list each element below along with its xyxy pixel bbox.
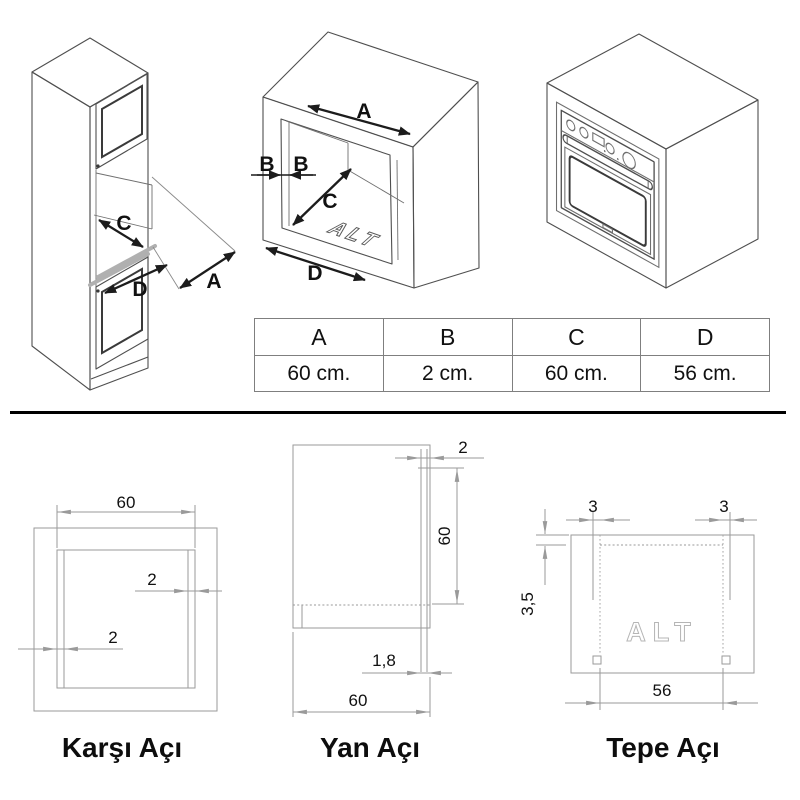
table-header-b: B bbox=[383, 319, 512, 356]
cabinet-label-c: C bbox=[116, 212, 132, 235]
top-view-title: Tepe Açı bbox=[606, 732, 720, 763]
table-header-c: C bbox=[512, 319, 641, 356]
front-view-drawing bbox=[18, 493, 222, 763]
oven-handle bbox=[563, 134, 652, 191]
cabinet-label-d: D bbox=[132, 278, 148, 301]
top-view-drawing bbox=[518, 497, 758, 763]
top-dim-front-gap: 3,5 bbox=[518, 592, 537, 616]
iso-cabinet-drawing bbox=[32, 38, 235, 390]
dimension-table bbox=[254, 318, 770, 392]
oven-display bbox=[593, 133, 604, 147]
table-header-a: A bbox=[255, 319, 384, 356]
front-dim-width: 60 bbox=[116, 493, 136, 512]
side-dim-height: 60 bbox=[435, 526, 454, 546]
top-dim-right-gap: 3 bbox=[719, 497, 729, 516]
table-value-b: 2 cm. bbox=[383, 356, 512, 392]
side-dim-panel: 1,8 bbox=[372, 651, 396, 670]
oven-foot-right bbox=[722, 656, 730, 664]
oven-knob-icon bbox=[580, 126, 588, 140]
cabinet-label-a: A bbox=[206, 270, 222, 293]
niche-floor-alt-text: ALT bbox=[323, 217, 386, 253]
table-header-d: D bbox=[641, 319, 770, 356]
table-value-c: 60 cm. bbox=[512, 356, 641, 392]
front-dim-right-wall: 2 bbox=[147, 570, 157, 589]
niche-label-b-right: B bbox=[293, 153, 309, 176]
section-divider-line bbox=[10, 411, 786, 414]
front-dim-left-wall: 2 bbox=[108, 628, 118, 647]
dimension-table-value-row bbox=[255, 356, 770, 392]
side-dim-depth: 60 bbox=[348, 691, 368, 710]
side-view-drawing bbox=[293, 438, 484, 763]
niche-label-b-left: B bbox=[259, 153, 275, 176]
iso-niche-drawing bbox=[251, 32, 479, 288]
niche-label-d: D bbox=[307, 262, 323, 285]
top-view-alt-text: ALT bbox=[626, 617, 698, 647]
niche-label-a: A bbox=[356, 100, 372, 123]
side-view-title: Yan Açı bbox=[319, 732, 421, 763]
oven-front-face bbox=[557, 102, 659, 267]
table-value-d: 56 cm. bbox=[641, 356, 770, 392]
niche-label-c: C bbox=[322, 190, 338, 213]
table-value-a: 60 cm. bbox=[255, 356, 384, 392]
side-dim-top-gap: 2 bbox=[458, 438, 468, 457]
oven-door bbox=[565, 147, 651, 254]
top-dim-left-gap: 3 bbox=[588, 497, 598, 516]
oven-knob-icon bbox=[606, 142, 614, 156]
oven-knob-icon bbox=[567, 118, 575, 132]
front-view-title: Karşı Açı bbox=[61, 732, 183, 763]
dimension-table-header-row bbox=[255, 319, 770, 356]
oven-foot-left bbox=[593, 656, 601, 664]
iso-oven-drawing bbox=[547, 34, 758, 288]
top-dim-width: 56 bbox=[652, 681, 672, 700]
